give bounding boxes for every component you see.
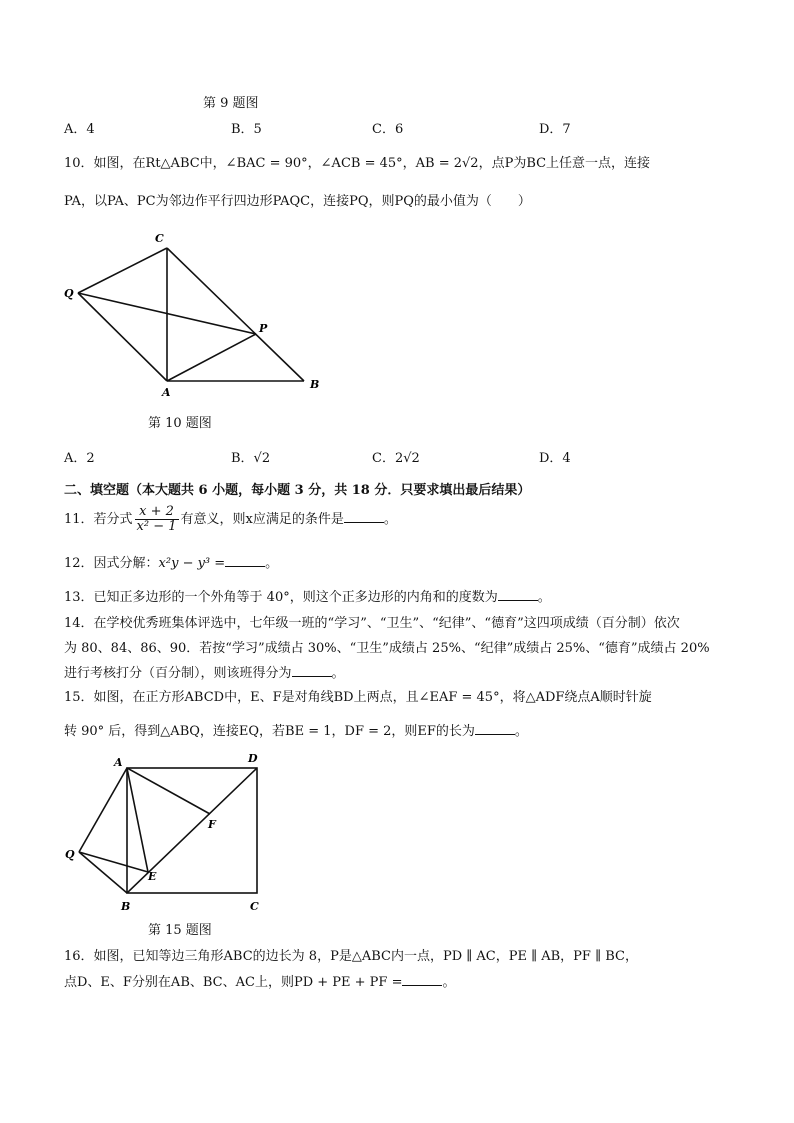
q14-answer-blank[interactable] (292, 664, 332, 677)
q10-seg-qa (78, 293, 167, 381)
q10-label-c: C (155, 232, 164, 245)
q15-figure (60, 748, 280, 916)
q15-label-e: E (148, 870, 157, 883)
q16-line2 (64, 971, 455, 990)
q11-line (64, 500, 397, 540)
q15-seg-ae (127, 768, 148, 872)
q15-seg-af (127, 768, 210, 814)
q15-seg-bd (127, 768, 257, 893)
q10-label-q: Q (64, 287, 74, 300)
q10-seg-qc (78, 248, 167, 293)
q12-prefix: 12．因式分解： (64, 556, 159, 571)
q16-end: 。 (442, 975, 456, 990)
q15-line2 (64, 720, 528, 739)
q14-line1: 14．在学校优秀班集体评选中，七年级一班的“学习”、“卫生”、“纪律”、“德育”这四项成绩（百分制）依次 (64, 616, 680, 631)
q14-line2: 为 80、84、86、90．若按“学习”成绩占 30%、“卫生”成绩占 25%、“纪律”成绩占 25%、“德育”成绩占 20% (64, 641, 710, 656)
q13-text: 13．已知正多边形的一个外角等于 40°，则这个正多边形的内角和的度数为 (64, 590, 498, 605)
q15-label-d: D (248, 752, 258, 765)
q9-option-c: C．6 (372, 122, 404, 137)
q11-numerator: x + 2 (135, 505, 179, 520)
q15-seg-aq (79, 768, 127, 852)
q9-option-a: A．4 (64, 122, 95, 137)
q10-seg-cb (167, 248, 304, 381)
q15-label-a: A (114, 756, 123, 769)
q14-line3-text: 进行考核打分（百分制），则该班得分为 (64, 666, 292, 681)
q13-line (64, 586, 551, 605)
q10-option-d: D．4 (539, 451, 571, 466)
q10-label-b: B (310, 378, 320, 391)
q10-option-b: B．√2 (231, 451, 271, 466)
q13-end: 。 (537, 590, 551, 605)
q10-option-a: A．2 (64, 451, 95, 466)
q10-label-p: P (259, 322, 268, 335)
q16-line1: 16．如图，已知等边三角形ABC的边长为 8，P是△ABC内一点，PD ∥ AC，PE ∥ AB，PF ∥ BC， (64, 949, 638, 964)
q12-end: 。 (265, 556, 279, 571)
q10-option-c: C．2√2 (372, 451, 420, 466)
q12-expression: x²y − y³ = (158, 556, 226, 571)
q15-label-c: C (250, 900, 259, 913)
q10-caption: 第 10 题图 (148, 416, 212, 431)
q15-line1: 15．如图，在正方形ABCD中，E、F是对角线BD上两点，且∠EAF = 45°，将△ADF绕点A顺时针旋 (64, 690, 652, 705)
q14-line3 (64, 662, 345, 681)
q15-answer-blank[interactable] (475, 722, 515, 735)
q10-text-line1: 10．如图，在Rt△ABC中，∠BAC = 90°，∠ACB = 45°，AB = 2√2，点P为BC上任意一点，连接 (64, 156, 651, 171)
q16-line2-text: 点D、E、F分别在AB、BC、AC上，则PD + PE + PF = (64, 975, 403, 990)
q15-caption: 第 15 题图 (148, 923, 212, 938)
q11-answer-blank[interactable] (344, 510, 384, 523)
q11-fraction (135, 505, 179, 534)
q11-denominator: x² − 1 (136, 519, 177, 534)
q10-label-a: A (162, 386, 171, 399)
q15-seg-qe (79, 852, 148, 872)
q15-label-q: Q (65, 848, 75, 861)
q12-answer-blank[interactable] (225, 554, 265, 567)
q16-answer-blank[interactable] (402, 973, 442, 986)
q15-line2-text: 转 90° 后，得到△ABQ，连接EQ，若BE = 1，DF = 2，则EF的长为 (64, 724, 475, 739)
q13-answer-blank[interactable] (498, 588, 538, 601)
q15-label-f: F (208, 818, 216, 831)
q10-figure (60, 226, 330, 401)
q14-end: 。 (331, 666, 345, 681)
q11-prefix: 11．若分式 (64, 512, 133, 527)
q12-line (64, 552, 278, 571)
q10-text-line2: PA，以PA、PC为邻边作平行四边形PAQC，连接PQ，则PQ的最小值为（ ） (64, 194, 531, 209)
q11-suffix: 有意义，则x应满足的条件是 (180, 512, 344, 527)
q15-end: 。 (514, 724, 528, 739)
q11-end: 。 (383, 512, 397, 527)
section2-title: 二、填空题（本大题共 6 小题，每小题 3 分，共 18 分．只要求填出最后结果） (64, 483, 531, 498)
q9-option-d: D．7 (539, 122, 571, 137)
q9-option-b: B．5 (231, 122, 262, 137)
q15-label-b: B (121, 900, 131, 913)
q9-caption: 第 9 题图 (203, 96, 259, 111)
q10-seg-pa (167, 334, 256, 381)
